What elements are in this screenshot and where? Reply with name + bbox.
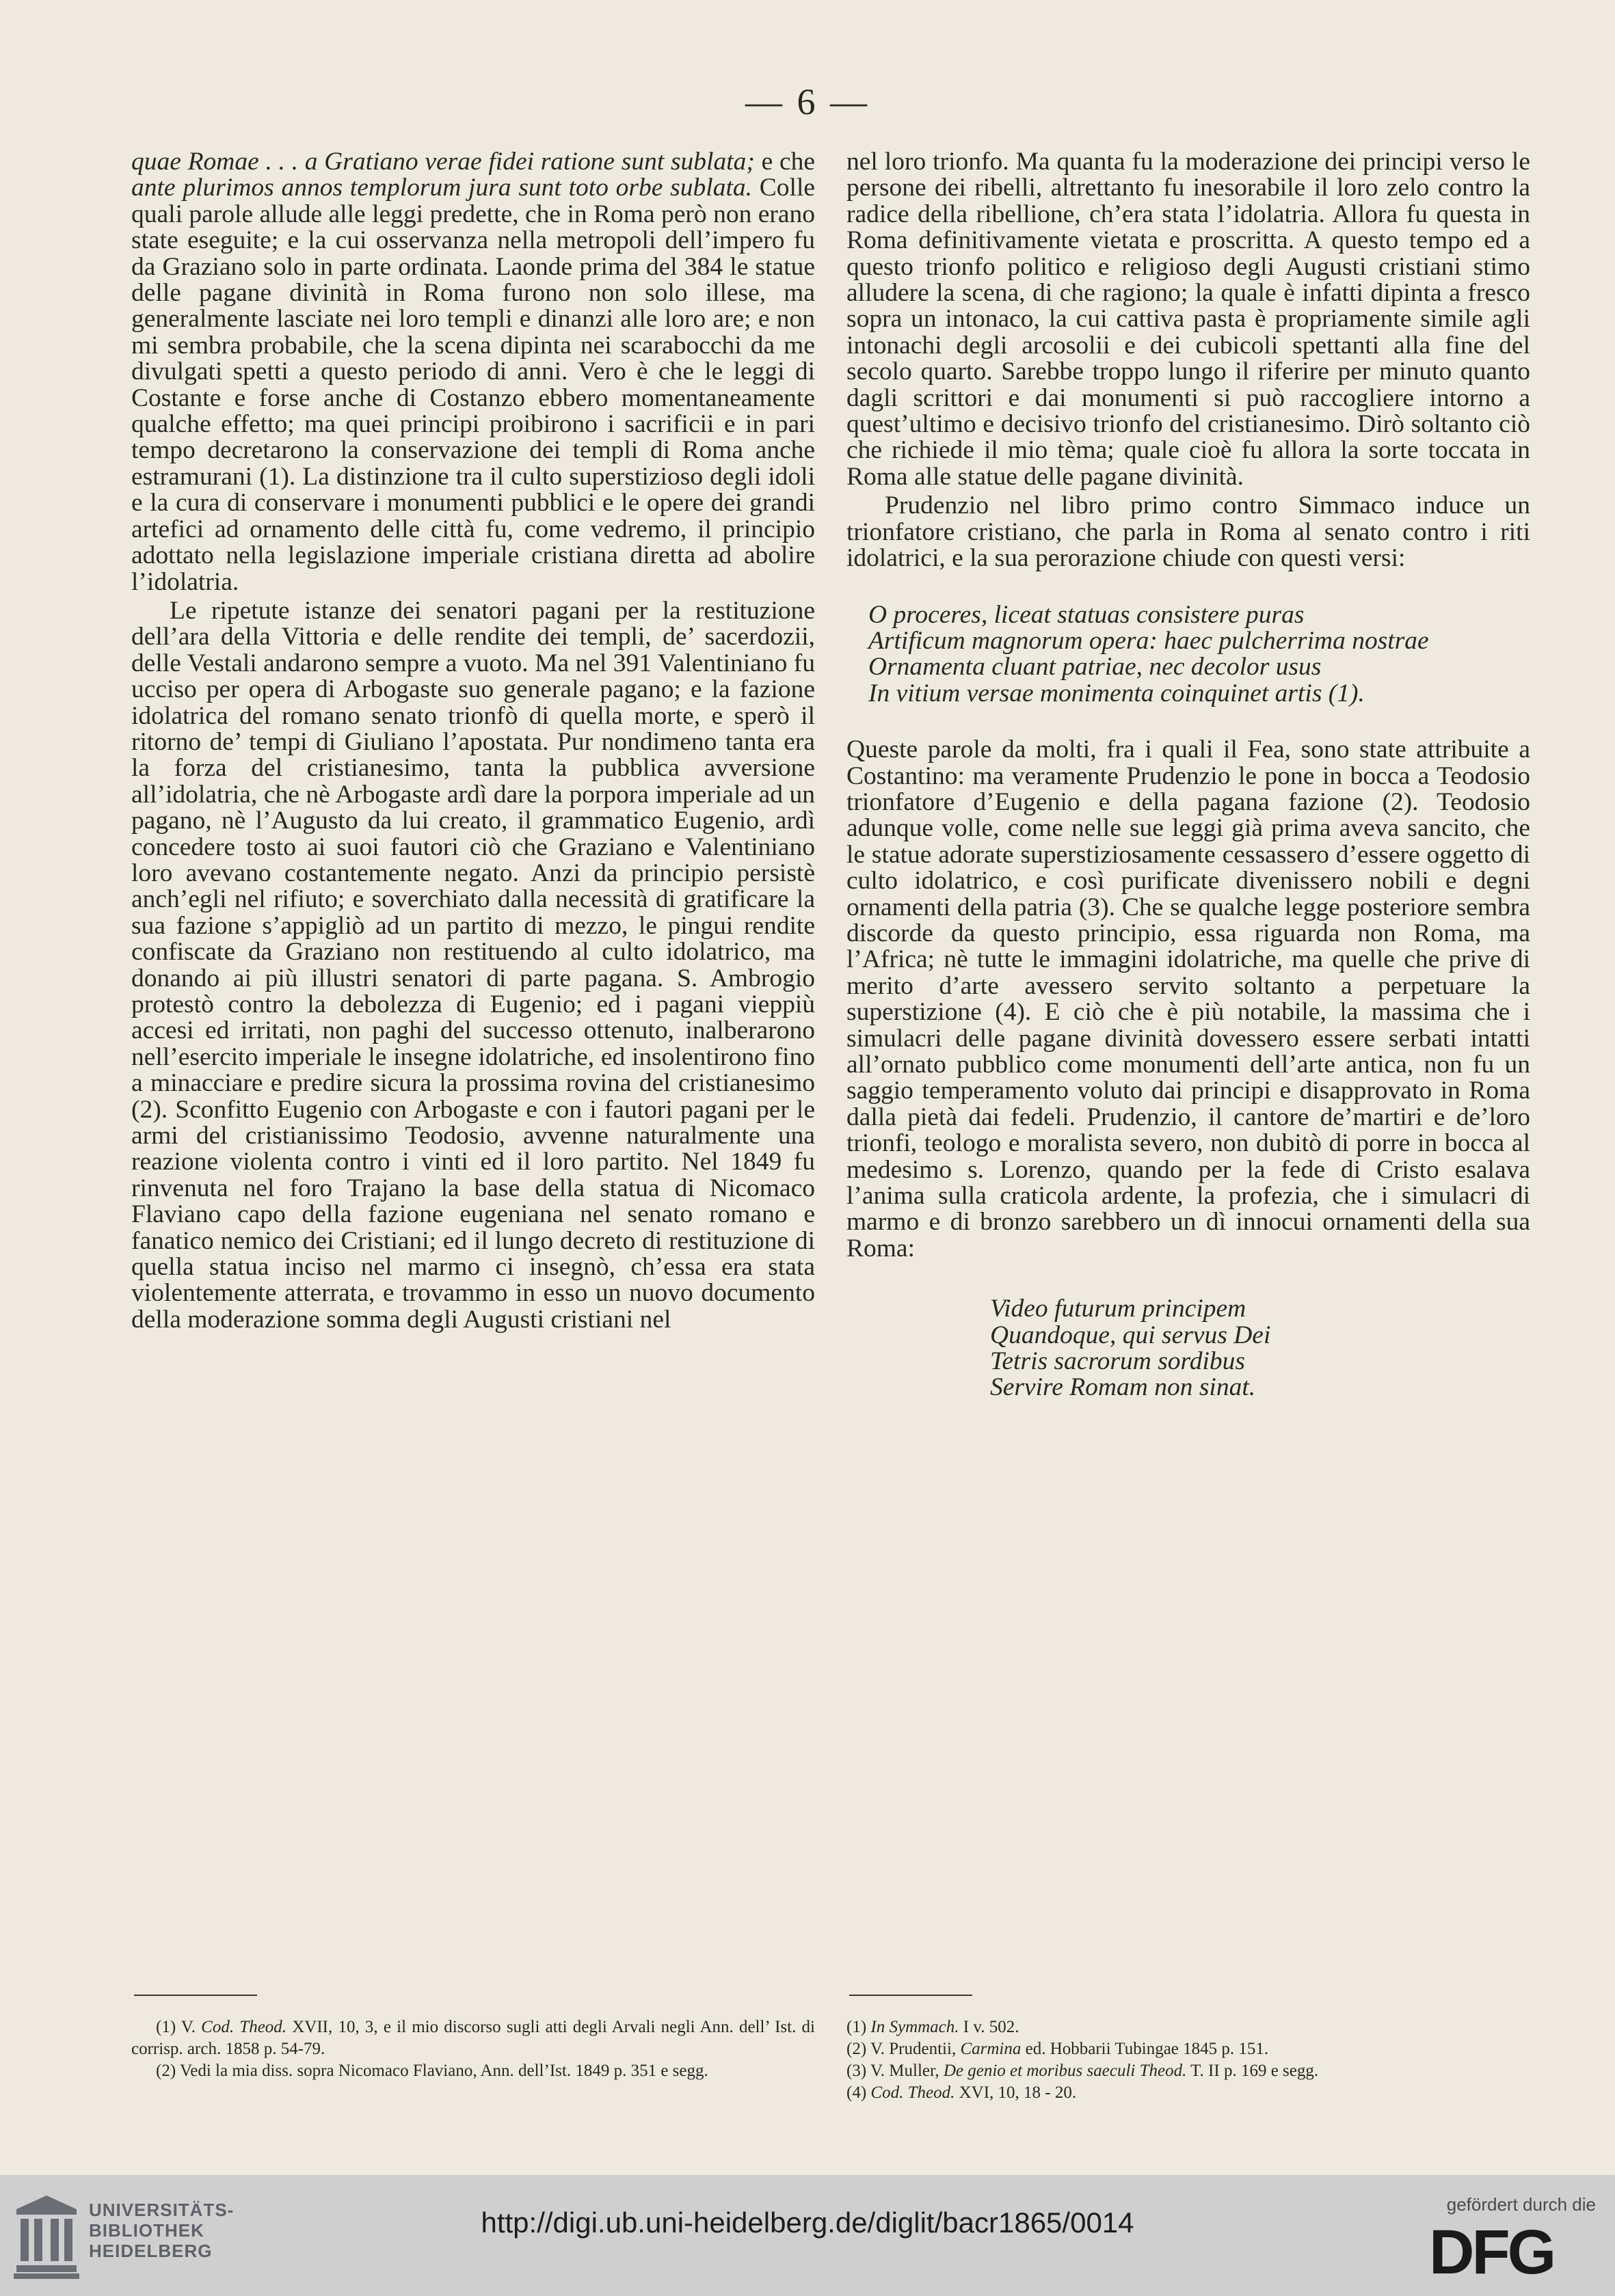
verse-line: Tetris sacrorum sordibus: [990, 1347, 1246, 1376]
verse-block-1: [868, 602, 1530, 707]
latin-quote-1: quae Romae . . . a Gratiano verae fidei ratione sunt sublata;: [131, 148, 755, 176]
verse-line: Ornamenta cluant patriae, nec decolor usus: [868, 653, 1322, 681]
footnote-text: XVI, 10, 18 - 20.: [955, 2083, 1077, 2102]
document-url-link[interactable]: http://digi.ub.uni-heidelberg.de/diglit/bacr1865/0014: [481, 2206, 1134, 2239]
right-paragraph-1: nel loro trionfo. Ma quanta fu la moderazione dei principi verso le persone dei ribelli, altrettanto fu inesorabile il loro zelo contro la radice della ribellione, ch’era stata l’idolatria. Allora fu questa in Roma definitivamente vietata e proscritta. A questo tempo ed a questo trionfo politico e religioso degli Augusti cristiani stimo alludere la scena, di che ragiono; la quale è infatti dipinta a fresco sopra un intonaco, la cui cattiva pasta è propriamente simile agli intonachi degli arcosolii e dei cubicoli spettanti alla fine del secolo quarto. Sarebbe troppo lungo il riferire per minuto quanto dagli scrittori e dai monumenti si può raccogliere intorno a quest’ultimo e decisivo trionfo del cristianesimo. Dirò soltanto ciò che richiede il mio tèma; quale cioè fu allora la sorte toccata in Roma alle statue delle pagane divinità.: [846, 148, 1530, 491]
library-name-line: BIBLIOTHEK: [89, 2220, 204, 2241]
left-paragraph-1-body: Colle quali parole allude alle leggi predette, che in Roma però non erano state eseguite; e la cui osservanza nella metropoli dell’impero fu da Graziano solo in parte ordinata. Laonde prima del 384 le statue delle pagane divinità in Roma furono non solo illese, ma generalmente lasciate nei loro templi e dinanzi alle loro are; e non mi sembra probabile, che la scena dipinta nei scarabocchi da me divulgati spetti a questo periodo di anni. Vero è che le leggi di Costante e forse anche di Costanzo ebbero momentaneamente qualche effetto; ma quei principi proibirono i sacrificii e in pari tempo decretarono la conservazione dei templi di Roma anche estramurani (1). La distinzione tra il culto superstizioso degli idoli e la cura di conservare i monumenti pubblici e le opere dei grandi artefici ad ornamento delle città fu, come vedremo, il principio adottato nella legislazione imperiale cristiana diretta ad abolire l’idolatria.: [131, 174, 816, 596]
footnote-source: Cod. Theod.: [201, 2018, 287, 2036]
footnote-2: (2) Vedi la mia diss. sopra Nicomaco Flaviano, Ann. dell’Ist. 1849 p. 351 e segg.: [156, 2062, 708, 2080]
footnote-text: T. II p. 169 e segg.: [1186, 2062, 1319, 2080]
footnote-divider-left: [134, 1995, 257, 1996]
footnote-divider-right: [849, 1995, 972, 1996]
footnote-marker: (1) V.: [156, 2018, 202, 2036]
footnote-source: Carmina: [960, 2040, 1022, 2058]
verse-line: Quandoque, qui servus Dei: [990, 1321, 1271, 1349]
footnote-marker: (3) V. Muller,: [846, 2062, 944, 2080]
footnote-text: ed. Hobbarii Tubingae 1845 p. 151.: [1021, 2040, 1269, 2058]
right-column: [846, 149, 1530, 1401]
left-column: [131, 149, 815, 1333]
footnote-2: [846, 2038, 1530, 2060]
svg-text:DFG: DFG: [1429, 2223, 1554, 2280]
footnote-marker: (1): [846, 2018, 871, 2036]
footnote-marker: (2) V. Prudentii,: [846, 2040, 961, 2058]
verse-line: O proceres, liceat statuas consistere puras: [868, 600, 1305, 629]
footnote-1: [131, 2016, 815, 2060]
verse-line: Artificum magnorum opera: haec pulcherrima nostrae: [868, 626, 1429, 655]
right-paragraph-3: Queste parole da molti, fra i quali il Fea, sono state attribuite a Costantino: ma veramente Prudenzio le pone in bocca a Teodosio trionfatore d’Eugenio e della pagana fazione (2). Teodosio adunque volle, come nelle sue leggi già prima aveva sancito, che le statue adorate superstiziosamente cessassero d’essere oggetto di culto idolatrico, e così purificate divenissero nobili e degni ornamenti della patria (3). Che se qualche legge posteriore sembra discorde da questo principio, essa riguarda non Roma, ma l’Africa; nè tutte le immagini idolatriche, ma quelle che prive di merito d’arte avessero servito soltanto a perpetuare la superstizione (4). E ciò che è più notabile, la massima che i simulacri delle pagane divinità dovessero essere serbati intatti all’ornato pubblico come monumenti dell’arte antica, non fu un saggio temperamento voluto dai principi e disapprovato in Roma dalla pietà dai fedeli. Prudenzio, il cantore de’martiri e de’loro trionfi, teologo e moralista severo, non dubitò di porre in bocca al medesimo s. Lorenzo, quando per la fede di Cristo esalava l’anima sulla craticola ardente, la profezia, che i simulacri di marmo e di bronzo sarebbero un dì innocui ornamenti della sua Roma:: [846, 735, 1530, 1262]
footnote-source: In Symmach.: [870, 2018, 959, 2036]
footnotes-right: [846, 2016, 1530, 2104]
verse-line: Servire Romam non sinat.: [990, 1373, 1256, 1402]
footnote-4: [846, 2082, 1530, 2104]
library-name-line: HEIDELBERG: [89, 2241, 213, 2261]
footnote-3: [846, 2060, 1530, 2082]
left-paragraph-2: Le ripetute istanze dei senatori pagani per la restituzione dell’ara della Vittoria e delle rendite dei templi, de’ sacerdozii, delle Vestali andarono sempre a vuoto. Ma nel 391 Valentiniano fu ucciso per opera di Arbogaste suo generale pagano; e la fazione idolatrica del romano senato trionfò di quella morte, e sperò il ritorno de’ tempi di Giuliano l’apostata. Pur nondimeno tanta era la forza del cristianesimo, tanta la pubblica avversione all’idolatria, che nè Arbogaste ardì dare la porpora imperiale ad un pagano, nè l’Augusto da lui creato, il grammatico Eugenio, ardì concedere tosto ai suoi fautori ciò che Graziano e Valentiniano loro avevano costantemente negato. Anzi da principio persistè anch’egli nel rifiuto; e soverchiato dalla necessità di gratificare la sua fazione s’appigliò ad un partito di mezzo, le pingui rendite confiscate da Graziano non restituendo al culto idolatrico, ma donando ai più illustri senatori di parte pagana. S. Ambrogio protestò contro la debolezza di Eugenio; ed i pagani vieppiù accesi ed irritati, non paghi del successo ottenuto, inalberarono nell’esercito imperiale le insegne idolatriche, ed insolentirono fino a minacciare e predire sicura la prossima rovina del cristianesimo (2). Sconfitto Eugenio con Arbogaste e con i fautori pagani per le armi del cristianissimo Teodosio, avvenne naturalmente una reazione violenta contro i vinti ed il loro partito. Nel 1849 fu rinvenuta nel foro Trajano la base della statua di Nicomaco Flaviano capo della fazione eugeniana nel senato romano e fanatico nemico dei Cristiani; ed il lungo decreto di restituzione di quella statua inciso nel marmo ci insegnò, ch’essa era stata violentemente atterrata, e trovammo in esso un nuovo documento della moderazione somma degli Augusti cristiani nel: [131, 596, 815, 1334]
footnote-source: De genio et moribus saeculi Theod.: [943, 2062, 1187, 2080]
footnote-text: XVII, 10, 3, e il mio discorso sugli atti degli Arvali negli Ann. dell’ Ist. di corrisp. arch. 1858 p. 54-79.: [131, 2018, 815, 2058]
funding-caption: gefördert durch die: [1446, 2194, 1596, 2215]
right-paragraph-2: Prudenzio nel libro primo contro Simmaco induce un trionfatore cristiano, che parla in Roma al senato contro i riti idolatrici, e la sua perorazione chiude con questi versi:: [846, 491, 1530, 573]
latin-quote-2: ante plurimos annos templorum jura sunt toto orbe sublata.: [131, 174, 752, 202]
footnote-1: [846, 2016, 1530, 2038]
footnote-text: I v. 502.: [959, 2018, 1019, 2036]
footnote-marker: (4): [846, 2083, 871, 2102]
verse-line: In vitium versae monimenta coinquinet artis (1).: [868, 679, 1365, 707]
verse-block-2: [990, 1296, 1530, 1401]
library-name-line: UNIVERSITÄTS-: [89, 2200, 235, 2220]
dfg-logo-icon[interactable]: [1429, 2223, 1593, 2280]
verse-line: Video futurum principem: [990, 1295, 1246, 1323]
left-paragraph-1: [131, 149, 815, 595]
connector-text: e che: [754, 148, 815, 176]
page-number: — 6 —: [745, 81, 870, 122]
footnotes-left: [131, 2016, 815, 2082]
footnote-source: Cod. Theod.: [870, 2083, 955, 2102]
